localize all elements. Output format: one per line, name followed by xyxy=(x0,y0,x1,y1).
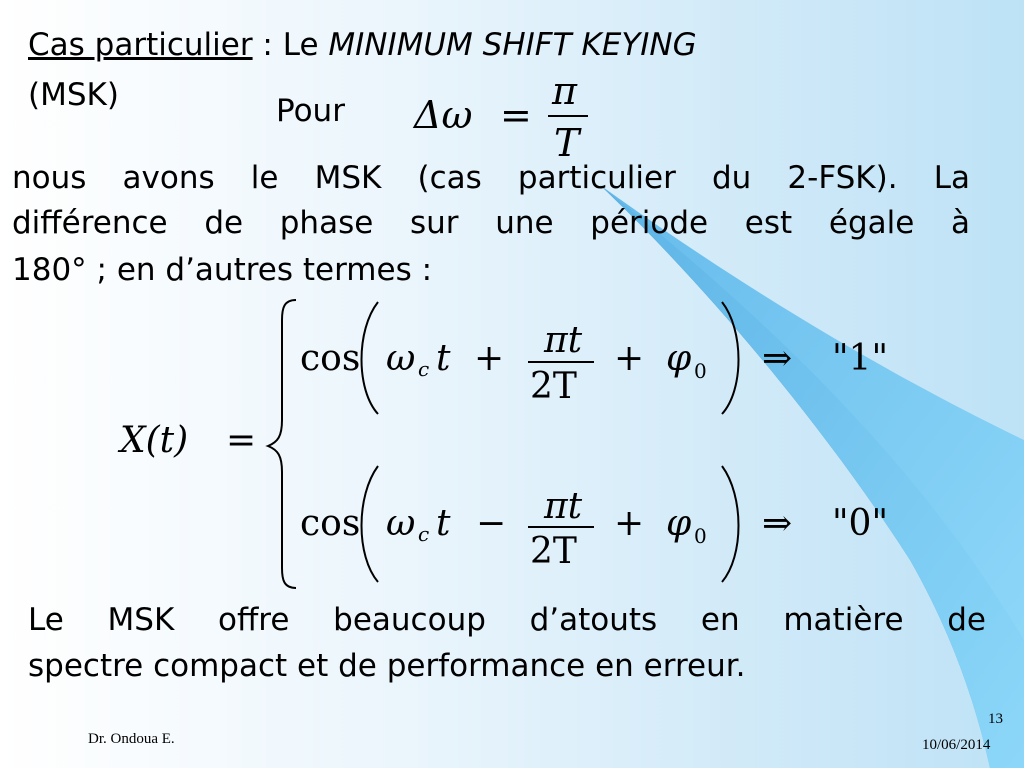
case1-sub-c: c xyxy=(418,357,430,381)
slide-title-line2: (MSK) xyxy=(28,77,119,113)
case2-sub-c: c xyxy=(418,522,430,546)
case2-frac-num: πt xyxy=(544,486,583,527)
paragraph-line-1: nous avons le MSK (cas particulier du 2-FSK). La xyxy=(12,160,970,196)
case2-sub-0: 0 xyxy=(694,524,707,548)
paragraph-line-3: 180° ; en d’autres termes : xyxy=(12,252,433,288)
case1-omega: ω xyxy=(386,338,416,379)
case2-cos: cos xyxy=(300,503,361,544)
case2-paren-right xyxy=(722,466,739,582)
case1-paren-right xyxy=(722,302,739,414)
case-two xyxy=(300,466,888,582)
eq1-denominator: T xyxy=(554,121,580,165)
case2-result: "0" xyxy=(832,503,889,544)
case1-phi: φ xyxy=(666,338,692,379)
case1-frac-den: 2T xyxy=(530,366,577,407)
eq1-lhs: Δω xyxy=(414,93,473,137)
eq1-equals: = xyxy=(500,93,532,137)
footer-date: 10/06/2014 xyxy=(922,737,991,753)
title-italic: MINIMUM SHIFT KEYING xyxy=(328,27,697,63)
case2-omega: ω xyxy=(386,503,416,544)
case1-result: "1" xyxy=(832,338,889,379)
title-underlined: Cas particulier xyxy=(28,27,253,63)
conclusion-line-2: spectre compact et de performance en erreur. xyxy=(28,648,746,684)
pour-label: Pour xyxy=(276,93,345,129)
conclusion-line-1: Le MSK offre beaucoup d’atouts en matière de xyxy=(28,602,986,638)
footer-author: Dr. Ondoua E. xyxy=(88,731,175,747)
paragraph-line-2: différence de phase sur une période est égale à xyxy=(12,205,970,241)
eq2-lhs: X(t) xyxy=(120,420,189,461)
case2-phi: φ xyxy=(666,503,692,544)
case2-frac-den: 2T xyxy=(530,531,577,572)
title-separator: : Le xyxy=(252,27,329,63)
case1-cos: cos xyxy=(300,338,361,379)
cases-brace xyxy=(268,300,296,588)
case1-paren-left xyxy=(362,302,379,414)
case-one xyxy=(300,302,888,414)
case2-op: − xyxy=(476,503,507,544)
eq1-numerator: π xyxy=(552,69,577,113)
case1-op: + xyxy=(474,338,505,379)
case1-arrow: ⇒ xyxy=(762,338,793,379)
equation-delta-omega xyxy=(412,69,588,165)
case2-paren-left xyxy=(362,466,379,582)
case2-arrow: ⇒ xyxy=(762,503,793,544)
case1-plus: + xyxy=(614,338,645,379)
equation-x-of-t xyxy=(117,300,296,588)
case1-t: t xyxy=(436,338,451,379)
case2-t: t xyxy=(436,503,451,544)
case1-sub-0: 0 xyxy=(694,359,707,383)
footer-page-number: 13 xyxy=(988,711,1003,727)
case2-plus: + xyxy=(614,503,645,544)
eq2-equals: = xyxy=(226,420,257,461)
case1-frac-num: πt xyxy=(544,320,583,361)
